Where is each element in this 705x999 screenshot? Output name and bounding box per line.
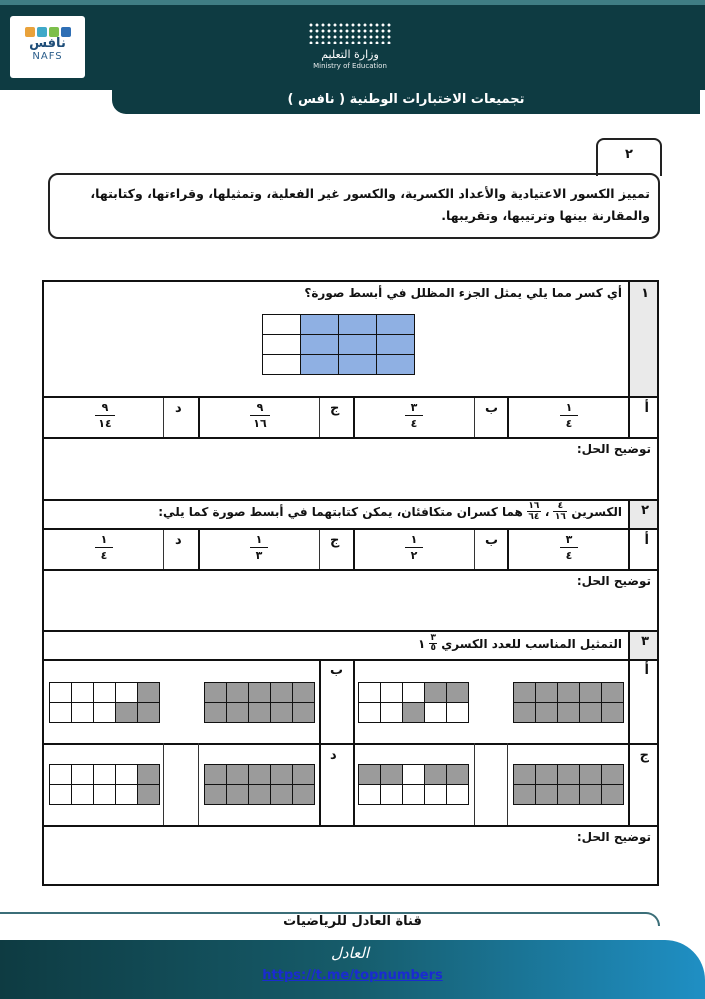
- q3-whole: ١: [417, 636, 426, 651]
- q2-option-b-label: ب: [485, 533, 499, 548]
- ministry-name-en: Ministry of Education: [313, 62, 387, 70]
- q1-answer-row-label: أ: [644, 401, 649, 416]
- q1-option-a-den: ٤: [565, 417, 573, 430]
- nafs-logo-en: NAFS: [32, 51, 63, 62]
- q2-prompt-before: الكسرين: [571, 504, 622, 519]
- q2-option-b-fraction: [402, 533, 426, 562]
- q1-figure: [262, 314, 415, 375]
- q1-option-b-num: ٣: [410, 401, 418, 414]
- q1-option-d-den: ١٤: [98, 417, 112, 430]
- q3-option-c-label: ج: [639, 748, 649, 763]
- q3-option-d-part-grid: [49, 764, 160, 805]
- q1-option-c-label: ج: [330, 401, 340, 416]
- q1-option-a-fraction: [557, 401, 581, 430]
- q1-option-b-fraction: [402, 401, 426, 430]
- q2-option-d-den: ٤: [100, 549, 108, 562]
- ministry-name-ar: وزارة التعليم: [321, 48, 379, 61]
- q2-prompt-after: هما كسران متكافئان، يمكن كتابتهما في أبسط صورة كما يلي:: [158, 504, 523, 519]
- q2-option-b-den: ٢: [410, 549, 418, 562]
- q3-option-b-part-grid: [49, 682, 160, 723]
- q2-option-d-label: د: [175, 533, 182, 548]
- q2-frac1-num: ٤: [557, 501, 564, 511]
- q2-option-a-label: أ: [644, 533, 649, 548]
- ministry-emblem-icon: [308, 22, 392, 44]
- q1-option-b-den: ٤: [410, 417, 418, 430]
- q1-prompt: أي كسر مما يلي يمثل الجزء المظلل في أبسط صورة؟: [304, 286, 622, 300]
- nafs-logo-icon: [10, 22, 85, 36]
- q2-number: ٢: [641, 503, 649, 518]
- footer-link[interactable]: https://t.me/topnumbers: [262, 968, 443, 983]
- q2-prompt: الكسرين $\frac{٤}{١٦}$ ، $\frac{١٦}{٦٤}$ هما كسران متكافئان، يمكن كتابتهما في أبسط صورة كما يلي:: [158, 501, 622, 522]
- q1-option-b-label: ب: [485, 401, 499, 416]
- q3-option-d-label: د: [330, 748, 337, 763]
- q2-explain: توضيح الحل:: [576, 574, 651, 588]
- q1-explain: توضيح الحل:: [576, 442, 651, 456]
- q2-option-d-num: ١: [100, 533, 108, 546]
- q2-option-c-num: ١: [255, 533, 263, 546]
- q2-option-d-fraction: [92, 533, 116, 562]
- q3-option-a-part-grid: [358, 682, 469, 723]
- header-stripe: [0, 0, 705, 5]
- ministry-logo: [300, 22, 400, 70]
- q2-option-a-num: ٣: [565, 533, 573, 546]
- q3-prompt-text: التمثيل المناسب للعدد الكسري: [441, 636, 622, 651]
- q2-frac2-den: ٦٤: [528, 512, 540, 522]
- nafs-logo: [10, 16, 85, 78]
- q2-fraction-2: [526, 501, 542, 522]
- q3-option-a-label: أ: [644, 663, 649, 678]
- q2-option-a-fraction: [557, 533, 581, 562]
- q3-option-a-whole-grid: [513, 682, 624, 723]
- q2-option-c-label: ج: [330, 533, 340, 548]
- q3-number: ٣: [641, 634, 649, 649]
- standard-number: ٢: [596, 138, 662, 176]
- q2-fraction-1: [552, 501, 568, 522]
- q1-option-c-fraction: [247, 401, 273, 430]
- q3-explain: توضيح الحل:: [576, 830, 651, 844]
- q1-option-a-num: ١: [565, 401, 573, 414]
- q2-frac2-num: ١٦: [528, 501, 540, 511]
- footer-logo: العادل: [330, 944, 370, 962]
- q3-prompt: [418, 634, 622, 653]
- q1-option-d-label: د: [175, 401, 182, 416]
- q1-option-d-num: ٩: [101, 401, 109, 414]
- standard-text: تمييز الكسور الاعتيادية والأعداد الكسرية، والكسور غير الفعلية، وتمثيلها، وقراءتها، وكتابتها، والمقارنة بينها وترتيبها، وتقريبها.: [48, 173, 660, 239]
- q2-option-c-den: ٣: [255, 549, 263, 562]
- q3-frac-den: ٥: [430, 643, 437, 653]
- question-sheet: [42, 280, 659, 886]
- q1-number: ١: [641, 286, 649, 301]
- q3-mixed-fraction: [428, 634, 438, 653]
- footer-channel: قناة العادل للرياضيات: [283, 914, 422, 929]
- q2-frac1-den: ١٦: [554, 512, 566, 522]
- q1-option-d-fraction: [92, 401, 118, 430]
- q2-option-c-fraction: [247, 533, 271, 562]
- q1-option-c-den: ١٦: [253, 417, 267, 430]
- q3-option-c-part-grid: [358, 764, 469, 805]
- q2-option-a-den: ٤: [565, 549, 573, 562]
- q3-option-c-whole-grid: [513, 764, 624, 805]
- q1-option-c-num: ٩: [256, 401, 264, 414]
- q3-frac-num: ٣: [430, 633, 437, 643]
- nafs-logo-ar: نافس: [29, 36, 66, 51]
- q3-option-b-label: ب: [330, 663, 344, 678]
- q2-option-b-num: ١: [410, 533, 418, 546]
- page-title: تجميعات الاختبارات الوطنية ( نافس ): [112, 86, 700, 114]
- q3-option-d-whole-grid: [204, 764, 315, 805]
- q3-option-b-whole-grid: [204, 682, 315, 723]
